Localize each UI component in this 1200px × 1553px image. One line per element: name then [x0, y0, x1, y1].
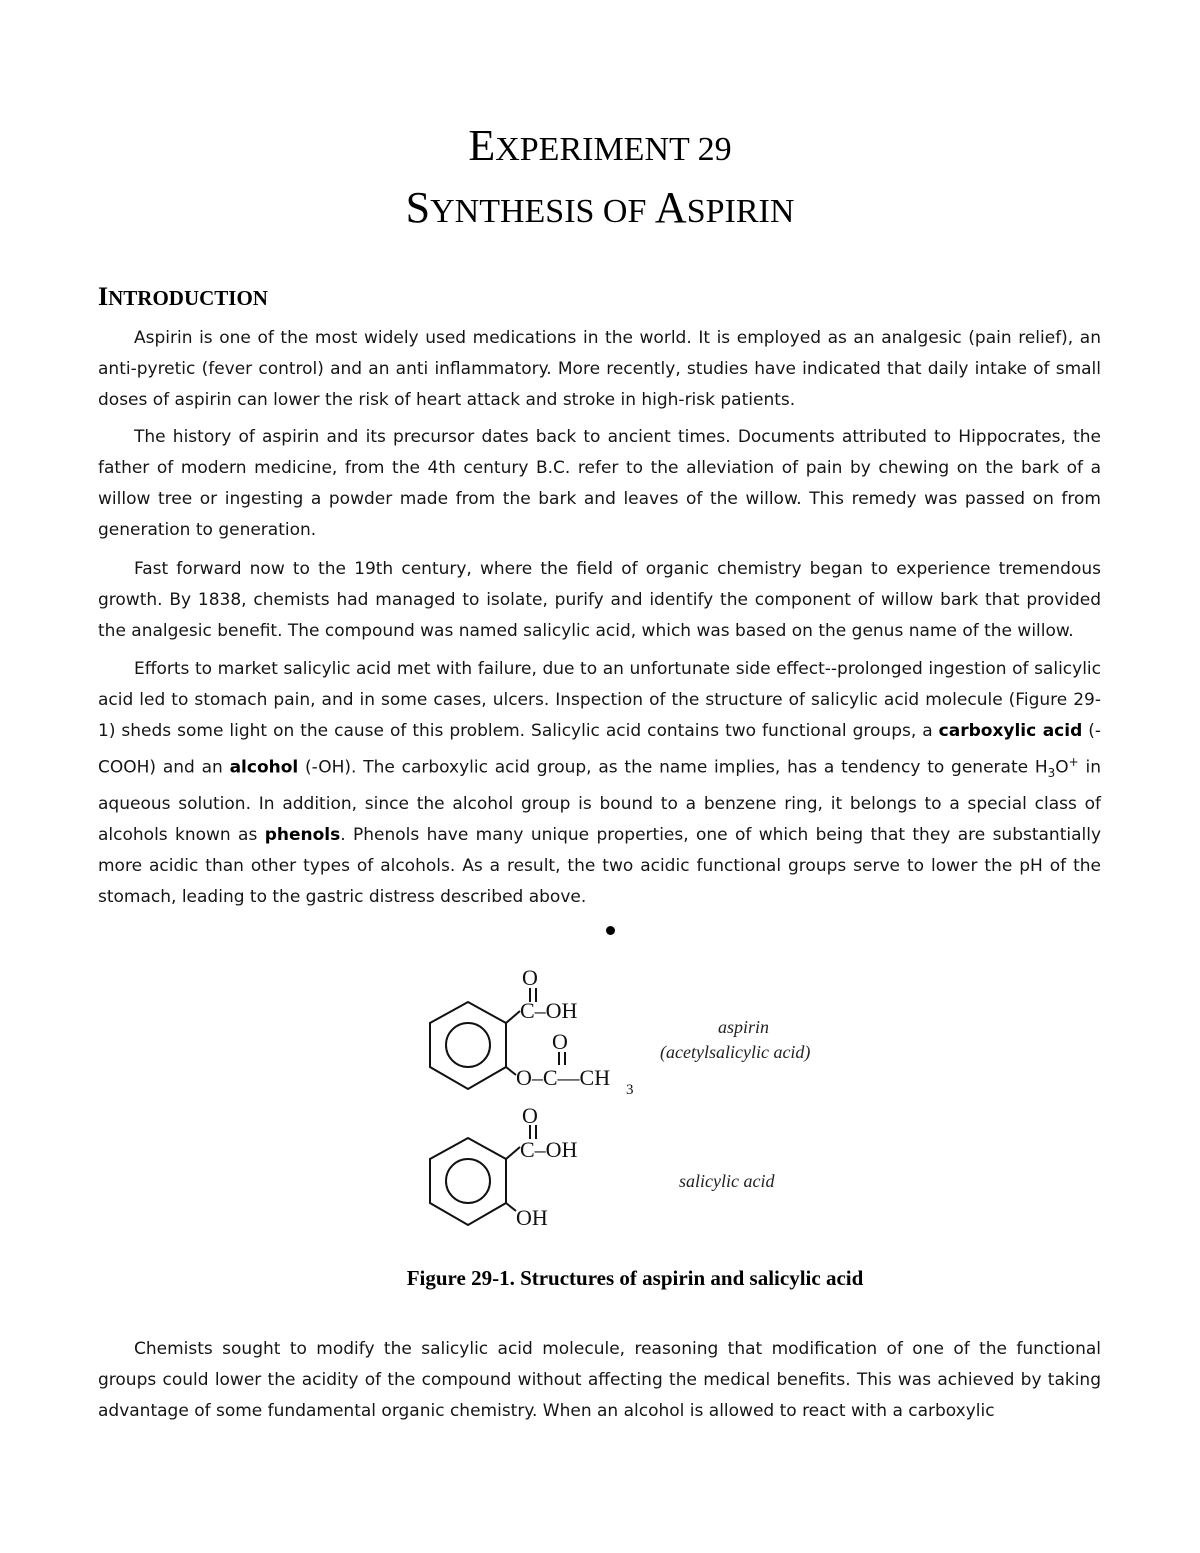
subtitle-part-a: YNTHESIS OF [430, 193, 655, 230]
structures-diagram [420, 955, 850, 1245]
p4-text-e: (-OH). The carboxylic acid group, as the name implies, has a tendency to generate H [298, 757, 1048, 778]
section-rest: NTRODUCTION [108, 286, 268, 310]
salicylic-o-top: O [522, 1103, 538, 1128]
salicylic-bond-oh [506, 1203, 516, 1211]
aspirin-ch3-subscript: 3 [626, 1082, 634, 1098]
figure-caption: Figure 29-1. Structures of aspirin and salicylic acid [406, 1266, 864, 1290]
experiment-title [0, 120, 1200, 172]
salicylic-label: salicylic acid [679, 1171, 775, 1191]
bullet-dot [606, 926, 615, 935]
subtitle-part-d: SPIRIN [686, 193, 795, 230]
paragraph-1: Aspirin is one of the most widely used medications in the world. It is employed as an analgesic (pain relief), an anti-pyretic (fever control) and an anti inflammatory. More recently, studies have indicated that daily intake of small doses of aspirin can lower the risk of heart attack and stroke in high-risk patients. [98, 328, 1101, 410]
aspirin-o-ester: O [552, 1029, 568, 1054]
salicylic-bond-carboxyl [506, 1147, 520, 1159]
aspirin-o-top: O [522, 965, 538, 990]
section-heading-introduction [98, 280, 268, 314]
salicylic-cooh: C–OH [520, 1137, 578, 1162]
term-carboxylic-acid: carboxylic acid [938, 721, 1083, 741]
aspirin-bond-carboxyl [506, 1011, 520, 1023]
aspirin-cooh: C–OH [520, 998, 578, 1023]
p4-text-c: (-COOH) and an [98, 721, 1101, 778]
p4-text-a: Efforts to market salicylic acid met with failure, due to an unfortunate side effect--prolonged ingestion of salicylic acid led to stomach pain, and in some cases, ulcers. Inspection of the structure of salicylic acid molecule (Figure 29-1) sheds some light on the cause of this problem. Salicylic acid contains two functional groups, a [98, 659, 1101, 741]
subtitle-initial-s: S [405, 183, 431, 232]
term-alcohol: alcohol [229, 757, 299, 778]
aspirin-bond-ester [506, 1067, 516, 1075]
p4-text-h: . Phenols have many unique properties, one of which being that they are substantially more acidic than other types of alcohols. As a result, the two acidic functional groups serve to lower the pH of the stomach, leading to the gastric distress described above. [98, 825, 1102, 908]
salicylic-oh: OH [516, 1205, 548, 1230]
title-initial: E [468, 121, 496, 170]
salicylic-benzene-ring [430, 1138, 506, 1225]
subscript-3: 3 [1047, 766, 1056, 781]
section-initial: I [98, 282, 109, 311]
aspirin-ester-chain: O–C—CH [516, 1065, 611, 1090]
paragraph-2: The history of aspirin and its precursor dates back to ancient times. Documents attributed to Hippocrates, the father of modern medicine, from the 4th century B.C. refer to the alleviation of pain by chewing on the bark of a willow tree or ingesting a powder made from the bark and leaves of the willow. This remedy was passed on from generation to generation. [98, 427, 1101, 540]
superscript-plus: + [1068, 755, 1079, 769]
subtitle-initial-a: A [654, 183, 687, 232]
aspirin-label: aspirin [718, 1017, 770, 1037]
p4-text-f: in aqueous solution. In addition, since the alcohol group is bound to a benzene ring, it belongs to a special class of alcohols known as [98, 757, 1102, 846]
figure-structures [420, 955, 850, 1245]
aspirin-aromatic-circle [446, 1023, 490, 1067]
p4-oxygen: O [1055, 757, 1069, 778]
paragraph-4 [98, 654, 1101, 913]
experiment-subtitle [0, 182, 1200, 234]
aspirin-label-full: (acetylsalicylic acid) [660, 1042, 811, 1062]
paragraph-5: Chemists sought to modify the salicylic acid molecule, reasoning that modification of one of the functional groups could lower the acidity of the compound without affecting the medical benefits. This was achieved by taking advantage of some fundamental organic chemistry. When an alcohol is allowed to react with a carboxylic [98, 1339, 1101, 1421]
title-rest: XPERIMENT 29 [495, 131, 732, 168]
aspirin-benzene-ring [430, 1002, 506, 1089]
paragraph-3: Fast forward now to the 19th century, where the field of organic chemistry began to experience tremendous growth. By 1838, chemists had managed to isolate, purify and identify the component of willow bark that provided the analgesic benefit. The compound was named salicylic acid, which was based on the genus name of the willow. [98, 559, 1101, 641]
salicylic-aromatic-circle [446, 1159, 490, 1203]
term-phenols: phenols [264, 825, 341, 846]
